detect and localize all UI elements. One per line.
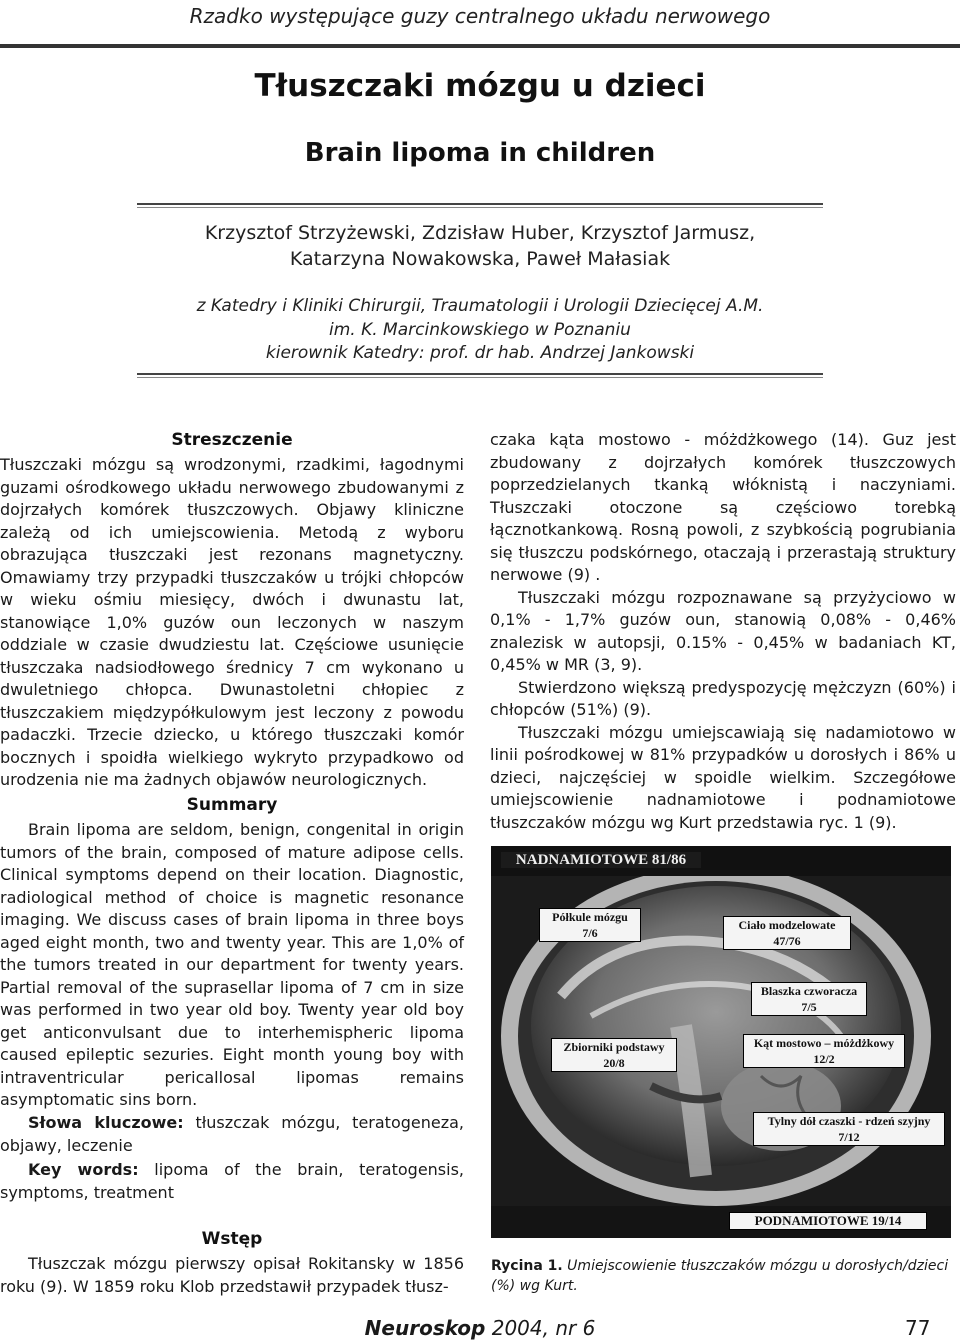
- right-column-text: [490, 429, 956, 834]
- figure-label-quadrigeminal-plate: Blaszka czworacza 7/5: [751, 982, 867, 1016]
- body-paragraph-2: Tłuszczaki mózgu rozpoznawane są przyżyciowo w 0,1% - 1,7% guzów oun, stanowią 0,08% - 0,46% znalezisk w autopsji, 0.15% - 0,45% w badaniach KT, 0,45% w MR (3, 9).: [490, 587, 956, 674]
- footer-journal: [0, 1316, 960, 1340]
- keywords-en-text: lipoma of the brain, teratogensis, symptoms, treatment: [0, 1160, 465, 1202]
- figure-label-posterior-fossa: Tylny dół czaszki - rdzeń szyjny 7/12: [753, 1112, 945, 1146]
- affiliation-line-2: im. K. Marcinkowskiego w Poznaniu: [329, 320, 631, 340]
- body-paragraph-4: Tłuszczaki mózgu umiejscawiają się nadamiotowo w linii pośrodkowej w 81% przypadków u dorosłych i 86% u dzieci, najczęściej w spoidle wielkim. Szczegółowe umiejscowienie nadnamiotowe i podnamiotowe tłuszczaków mózgu wg Kurt przedstawia ryc. 1 (9).: [490, 722, 956, 832]
- abstract-en-paragraph: Brain lipoma are seldom, benign, congenital in origin tumors of the brain, composed of mature adipose cells. Clinical symptoms depend on their location. Diagnostic, radiological method of choice is magnetic resonance imaging. We discuss cases of brain lipoma in three boys aged eight month, two and twenty year. This are 1,0% of the tumors treated in our department for twenty years. Partial removal of the suprasellar lipoma of 7 cm in size was performed in two year old boy. Twenty year old boy get anticonvulsant due to interhemispheric lipoma caused epileptic sezuries. Eight month young boy with intraventricular pericallosal lipomas remains asymptomatic sins born.: [0, 820, 464, 1109]
- figure-label-infratentorial: PODNAMIOTOWE 19/14: [729, 1212, 927, 1230]
- affiliation-line-3: kierownik Katedry: prof. dr hab. Andrzej Jankowski: [265, 343, 695, 363]
- figure-label-supratentorial: NADNAMIOTOWE 81/86: [501, 852, 701, 868]
- affiliation-rule-thin: [137, 377, 823, 378]
- intro-text: [0, 1253, 464, 1298]
- caption-text: Umiejscowienie tłuszczaków mózgu u dorosłych/dzieci (%) wg Kurt.: [491, 1258, 949, 1294]
- footer-issue: 2004, nr 6: [485, 1316, 596, 1340]
- page-number: 77: [905, 1316, 931, 1340]
- title-rule-thin: [137, 207, 823, 208]
- header-rule: [0, 44, 960, 48]
- affiliation-rule: [137, 373, 823, 375]
- abstract-pl-text: [0, 454, 464, 792]
- figure-label-corpus-callosum: Ciało modzelowate 47/76: [723, 916, 851, 950]
- title-polish: Tłuszczaki mózgu u dzieci: [254, 68, 706, 104]
- affiliation-line-1: z Katedry i Kliniki Chirurgii, Traumatologii i Urologii Dziecięcej A.M.: [196, 296, 764, 316]
- intro-paragraph: Tłuszczak mózgu pierwszy opisał Rokitansky w 1856 roku (9). W 1859 roku Klob przedstawił przypadek tłusz-: [0, 1254, 464, 1296]
- figure-label-hemispheres: Półkule mózgu 7/6: [539, 908, 641, 942]
- footer-journal-name: Neuroskop: [364, 1316, 486, 1340]
- authors-line-2: Katarzyna Nowakowska, Paweł Małasiak: [289, 248, 671, 270]
- caption-label: Rycina 1.: [491, 1258, 563, 1274]
- intro-heading: Wstęp: [201, 1229, 263, 1249]
- keywords-pl-label: Słowa kluczowe:: [28, 1113, 184, 1132]
- running-head: Rzadko występujące guzy centralnego układu nerwowego: [189, 4, 771, 28]
- abstract-pl-heading: Streszczenie: [171, 430, 293, 450]
- abstract-en-text: [0, 819, 464, 1112]
- figure-label-basal-cisterns: Zbiorniki podstawy 20/8: [551, 1038, 677, 1072]
- abstract-en-heading: Summary: [186, 795, 278, 815]
- figure-label-cerebellopontine-angle: Kąt mostowo – móżdżkowy 12/2: [743, 1034, 905, 1068]
- title-rule: [137, 203, 823, 205]
- figure-caption: [491, 1256, 957, 1296]
- keywords-polish: [0, 1112, 464, 1157]
- abstract-pl-paragraph: Tłuszczaki mózgu są wrodzonymi, rzadkimi, łagodnymi guzami ośrodkowego układu nerwowego zbudowanymi z dojrzałych komórek tłuszczowych. Objawy kliniczne zależą od ich umiejscowienia. Metodą z wyboru obrazująca tłuszczaki jest rezonans magnetyczny. Omawiamy trzy przypadki tłuszczaków u trójki chłopców w wieku ośmiu miesięcy, dwóch i dwunastu lat, stanowiące 1,0% guzów oun leczonych w naszym oddziale w czasie dwudziestu lat. Częściowe usunięcie tłuszczaka nadsiodłowego średnicy 7 cm wykonano u dwuletniego chłopca. Dwunastoletni chłopiec z tłuszczakiem międzypółkulowym jest leczony z powodu padaczki. Trzecie dziecko, u którego tłuszczaki komór bocznych i spoidła wielkiego wykryto przypadkowo od urodzenia nie ma żadnych objawów neurologicznych.: [0, 455, 464, 789]
- body-paragraph-1: czaka kąta mostowo - móżdżkowego (14). Guz jest zbudowany z dojrzałych komórek tłuszczowych poprzedzielanych tkanką włóknistą i naczyniami. Tłuszczaki otoczone są częściowo torebką łącznotkankową. Rosną powoli, z szybkością pogrubiania się tłuszczu podskórnego, otaczają i przerastają struktury nerwowe (9) .: [490, 430, 956, 584]
- mri-figure: [491, 846, 951, 1238]
- keywords-english: [0, 1159, 464, 1204]
- keywords-pl-text: tłuszczak mózgu, teratogeneza, objawy, leczenie: [0, 1113, 464, 1155]
- body-paragraph-3: Stwierdzono większą predyspozycję mężczyzn (60%) i chłopców (51%) (9).: [490, 677, 956, 719]
- keywords-en-label: Key words:: [28, 1160, 139, 1179]
- title-english: Brain lipoma in children: [304, 138, 656, 168]
- authors-line-1: Krzysztof Strzyżewski, Zdzisław Huber, Krzysztof Jarmusz,: [204, 222, 756, 244]
